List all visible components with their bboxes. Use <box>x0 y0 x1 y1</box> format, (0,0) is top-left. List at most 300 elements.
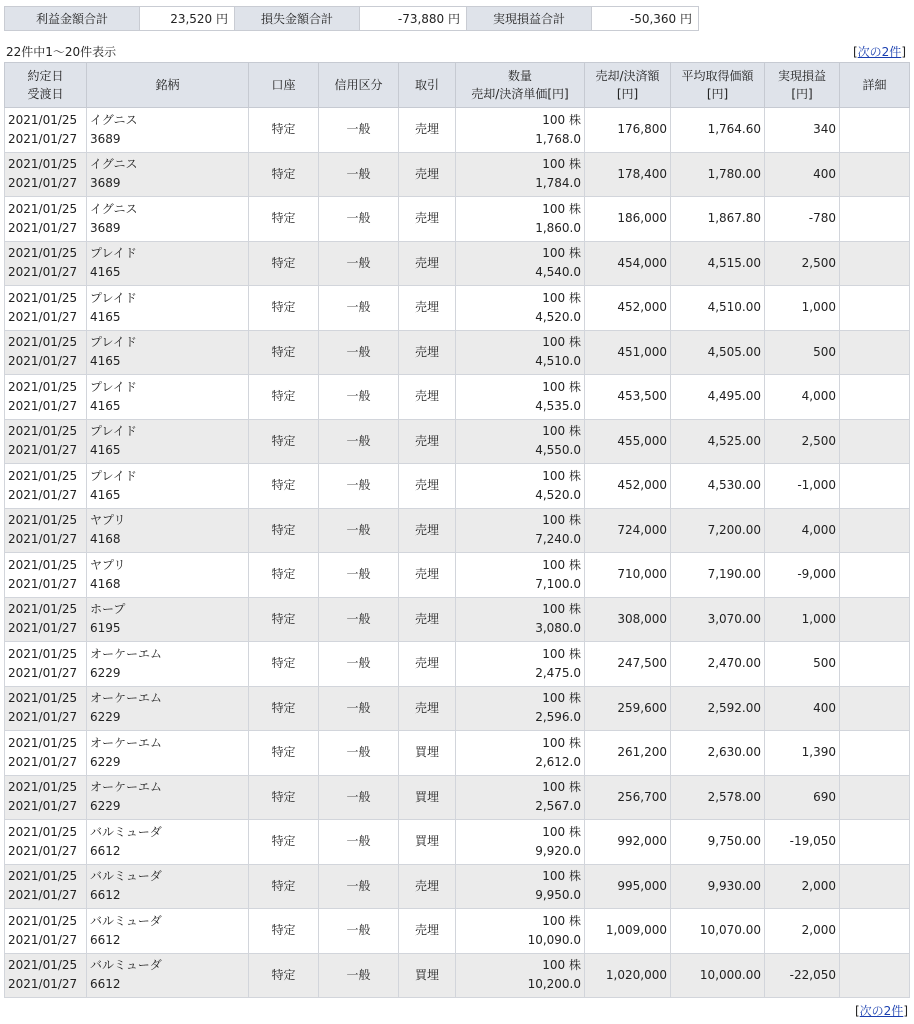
trade-date: 2021/01/25 <box>8 824 78 839</box>
issue-code: 6612 <box>90 888 121 903</box>
unit-price: 4,520.0 <box>535 487 581 502</box>
credit-type-cell: 一般 <box>319 864 399 909</box>
date-cell <box>5 108 87 153</box>
quantity: 100 株 <box>542 780 581 795</box>
account-cell: 特定 <box>249 642 319 687</box>
quantity-cell <box>456 553 585 598</box>
table-row <box>5 419 910 464</box>
date-cell <box>5 553 87 598</box>
date-cell <box>5 909 87 954</box>
issue-code: 3689 <box>90 220 121 235</box>
trade-date: 2021/01/25 <box>8 780 78 795</box>
amount-cell: 451,000 <box>585 330 671 375</box>
trade-date: 2021/01/25 <box>8 646 78 661</box>
table-row <box>5 375 910 420</box>
col-avg-cost: 平均取得価額 [円] <box>671 63 765 108</box>
date-cell <box>5 241 87 286</box>
date-cell <box>5 375 87 420</box>
quantity-cell <box>456 597 585 642</box>
loss-total-label: 損失金額合計 <box>235 7 360 31</box>
detail-cell <box>840 864 910 909</box>
quantity-cell <box>456 686 585 731</box>
date-cell <box>5 597 87 642</box>
unit-price: 4,520.0 <box>535 309 581 324</box>
settle-date: 2021/01/27 <box>8 888 78 903</box>
issue-cell <box>87 775 249 820</box>
date-cell <box>5 820 87 865</box>
avg-cost-cell: 4,495.00 <box>671 375 765 420</box>
trade-date: 2021/01/25 <box>8 112 78 127</box>
credit-type-cell: 一般 <box>319 108 399 153</box>
avg-cost-cell: 2,592.00 <box>671 686 765 731</box>
unit-price: 7,240.0 <box>535 532 581 547</box>
unit-price: 10,090.0 <box>527 932 581 947</box>
quantity: 100 株 <box>542 157 581 172</box>
realized-total-label: 実現損益合計 <box>467 7 592 31</box>
avg-cost-cell: 9,930.00 <box>671 864 765 909</box>
detail-cell <box>840 909 910 954</box>
credit-type-cell: 一般 <box>319 642 399 687</box>
amount-cell: 176,800 <box>585 108 671 153</box>
amount-cell: 995,000 <box>585 864 671 909</box>
issue-cell <box>87 909 249 954</box>
table-row <box>5 953 910 998</box>
col-date: 約定日 受渡日 <box>5 63 87 108</box>
quantity-cell <box>456 775 585 820</box>
table-row <box>5 820 910 865</box>
table-row <box>5 152 910 197</box>
quantity-cell <box>456 330 585 375</box>
date-cell <box>5 642 87 687</box>
realized-pl-cell: 1,000 <box>765 597 840 642</box>
realized-pl-cell: 4,000 <box>765 375 840 420</box>
profit-total-value: 23,520 円 <box>140 7 235 31</box>
realized-pl-cell: 340 <box>765 108 840 153</box>
amount-cell: 178,400 <box>585 152 671 197</box>
unit-price: 1,860.0 <box>535 220 581 235</box>
unit-price: 4,540.0 <box>535 265 581 280</box>
trade-cell: 買埋 <box>399 775 456 820</box>
issue-name: プレイド <box>90 468 137 483</box>
trade-cell: 買埋 <box>399 731 456 776</box>
detail-cell <box>840 953 910 998</box>
quantity-cell <box>456 508 585 553</box>
table-row <box>5 553 910 598</box>
realized-pl-cell: 400 <box>765 152 840 197</box>
issue-name: オーケーエム <box>90 691 163 706</box>
detail-cell <box>840 731 910 776</box>
next-page-link-bottom[interactable]: 次の2件 <box>859 1004 904 1018</box>
trade-date: 2021/01/25 <box>8 379 78 394</box>
next-page-link-top[interactable]: 次の2件 <box>857 45 902 59</box>
credit-type-cell: 一般 <box>319 419 399 464</box>
credit-type-cell: 一般 <box>319 152 399 197</box>
settle-date: 2021/01/27 <box>8 576 78 591</box>
issue-name: プレイド <box>90 379 137 394</box>
unit-price: 2,475.0 <box>535 665 581 680</box>
unit-price: 7,100.0 <box>535 576 581 591</box>
issue-name: バルミューダ <box>90 958 162 973</box>
issue-cell <box>87 686 249 731</box>
amount-cell: 724,000 <box>585 508 671 553</box>
trade-date: 2021/01/25 <box>8 557 78 572</box>
col-trade: 取引 <box>399 63 456 108</box>
account-cell: 特定 <box>249 330 319 375</box>
issue-name: プレイド <box>90 290 137 305</box>
avg-cost-cell: 4,505.00 <box>671 330 765 375</box>
account-cell: 特定 <box>249 152 319 197</box>
date-cell <box>5 686 87 731</box>
detail-cell <box>840 553 910 598</box>
trade-cell: 売埋 <box>399 864 456 909</box>
date-cell <box>5 508 87 553</box>
avg-cost-cell: 1,764.60 <box>671 108 765 153</box>
realized-pl-cell: 1,390 <box>765 731 840 776</box>
trade-cell: 売埋 <box>399 553 456 598</box>
trade-cell: 売埋 <box>399 197 456 242</box>
credit-type-cell: 一般 <box>319 909 399 954</box>
issue-name: ホープ <box>90 602 126 617</box>
table-body <box>5 108 910 998</box>
account-cell: 特定 <box>249 419 319 464</box>
issue-code: 3689 <box>90 176 121 191</box>
quantity-cell <box>456 642 585 687</box>
trade-date: 2021/01/25 <box>8 513 78 528</box>
credit-type-cell: 一般 <box>319 508 399 553</box>
unit-price: 4,550.0 <box>535 443 581 458</box>
realized-pl-cell: -22,050 <box>765 953 840 998</box>
issue-code: 6612 <box>90 843 121 858</box>
date-cell <box>5 864 87 909</box>
issue-name: バルミューダ <box>90 824 162 839</box>
avg-cost-cell: 2,578.00 <box>671 775 765 820</box>
detail-cell <box>840 197 910 242</box>
avg-cost-cell: 1,780.00 <box>671 152 765 197</box>
issue-cell <box>87 197 249 242</box>
issue-cell <box>87 464 249 509</box>
quantity-cell <box>456 909 585 954</box>
avg-cost-cell: 10,000.00 <box>671 953 765 998</box>
quantity: 100 株 <box>542 824 581 839</box>
table-row <box>5 464 910 509</box>
issue-cell <box>87 375 249 420</box>
realized-pl-cell: 2,500 <box>765 241 840 286</box>
issue-code: 4165 <box>90 443 121 458</box>
detail-cell <box>840 597 910 642</box>
settle-date: 2021/01/27 <box>8 265 78 280</box>
trade-cell: 買埋 <box>399 953 456 998</box>
account-cell: 特定 <box>249 820 319 865</box>
trade-date: 2021/01/25 <box>8 335 78 350</box>
quantity: 100 株 <box>542 513 581 528</box>
issue-name: イグニス <box>90 201 138 216</box>
date-cell <box>5 419 87 464</box>
realized-pl-cell: -1,000 <box>765 464 840 509</box>
avg-cost-cell: 7,190.00 <box>671 553 765 598</box>
amount-cell: 261,200 <box>585 731 671 776</box>
trade-date: 2021/01/25 <box>8 735 78 750</box>
quantity: 100 株 <box>542 958 581 973</box>
date-cell <box>5 330 87 375</box>
trade-cell: 売埋 <box>399 909 456 954</box>
trade-cell: 売埋 <box>399 508 456 553</box>
quantity: 100 株 <box>542 112 581 127</box>
profit-total-label: 利益金額合計 <box>5 7 140 31</box>
quantity: 100 株 <box>542 468 581 483</box>
quantity: 100 株 <box>542 557 581 572</box>
date-cell <box>5 731 87 776</box>
settle-date: 2021/01/27 <box>8 710 78 725</box>
unit-price: 4,510.0 <box>535 354 581 369</box>
detail-cell <box>840 330 910 375</box>
realized-pl-cell: 500 <box>765 642 840 687</box>
account-cell: 特定 <box>249 686 319 731</box>
date-cell <box>5 953 87 998</box>
realized-pl-cell: 500 <box>765 330 840 375</box>
settle-date: 2021/01/27 <box>8 843 78 858</box>
avg-cost-cell: 4,510.00 <box>671 286 765 331</box>
credit-type-cell: 一般 <box>319 241 399 286</box>
avg-cost-cell: 1,867.80 <box>671 197 765 242</box>
amount-cell: 992,000 <box>585 820 671 865</box>
account-cell: 特定 <box>249 241 319 286</box>
unit-price: 2,596.0 <box>535 710 581 725</box>
issue-cell <box>87 286 249 331</box>
issue-code: 4165 <box>90 354 121 369</box>
realized-pl-cell: 4,000 <box>765 508 840 553</box>
unit-price: 1,784.0 <box>535 176 581 191</box>
table-row <box>5 197 910 242</box>
issue-cell <box>87 330 249 375</box>
date-cell <box>5 152 87 197</box>
quantity: 100 株 <box>542 290 581 305</box>
quantity: 100 株 <box>542 869 581 884</box>
unit-price: 10,200.0 <box>527 977 581 992</box>
issue-name: ヤプリ <box>90 557 126 572</box>
trade-date: 2021/01/25 <box>8 913 78 928</box>
settle-date: 2021/01/27 <box>8 532 78 547</box>
account-cell: 特定 <box>249 775 319 820</box>
issue-cell <box>87 597 249 642</box>
col-account: 口座 <box>249 63 319 108</box>
issue-cell <box>87 241 249 286</box>
date-cell <box>5 775 87 820</box>
avg-cost-cell: 2,630.00 <box>671 731 765 776</box>
credit-type-cell: 一般 <box>319 953 399 998</box>
detail-cell <box>840 642 910 687</box>
settle-date: 2021/01/27 <box>8 799 78 814</box>
table-row <box>5 909 910 954</box>
quantity-cell <box>456 375 585 420</box>
settle-date: 2021/01/27 <box>8 354 78 369</box>
table-row <box>5 108 910 153</box>
account-cell: 特定 <box>249 953 319 998</box>
issue-code: 4168 <box>90 532 121 547</box>
next-page-nav-bottom: [次の2件] <box>854 1004 908 1018</box>
issue-name: プレイド <box>90 335 137 350</box>
trade-cell: 売埋 <box>399 241 456 286</box>
col-quantity: 数量 売却/決済単価[円] <box>456 63 585 108</box>
detail-cell <box>840 820 910 865</box>
trade-date: 2021/01/25 <box>8 157 78 172</box>
pagination-bar <box>4 42 908 58</box>
settle-date: 2021/01/27 <box>8 621 78 636</box>
amount-cell: 455,000 <box>585 419 671 464</box>
trade-cell: 売埋 <box>399 375 456 420</box>
credit-type-cell: 一般 <box>319 330 399 375</box>
issue-cell <box>87 419 249 464</box>
realized-pl-cell: 2,000 <box>765 909 840 954</box>
issue-code: 6195 <box>90 621 121 636</box>
account-cell: 特定 <box>249 597 319 642</box>
date-cell <box>5 286 87 331</box>
detail-cell <box>840 508 910 553</box>
quantity: 100 株 <box>542 246 581 261</box>
table-row <box>5 241 910 286</box>
trade-cell: 売埋 <box>399 286 456 331</box>
quantity: 100 株 <box>542 646 581 661</box>
settle-date: 2021/01/27 <box>8 487 78 502</box>
amount-cell: 1,020,000 <box>585 953 671 998</box>
settle-date: 2021/01/27 <box>8 309 78 324</box>
avg-cost-cell: 4,515.00 <box>671 241 765 286</box>
account-cell: 特定 <box>249 375 319 420</box>
account-cell: 特定 <box>249 286 319 331</box>
quantity-cell <box>456 108 585 153</box>
account-cell: 特定 <box>249 909 319 954</box>
trade-date: 2021/01/25 <box>8 602 78 617</box>
account-cell: 特定 <box>249 108 319 153</box>
trade-cell: 買埋 <box>399 820 456 865</box>
detail-cell <box>840 286 910 331</box>
realized-pl-cell: 1,000 <box>765 286 840 331</box>
detail-cell <box>840 152 910 197</box>
quantity-cell <box>456 419 585 464</box>
trade-cell: 売埋 <box>399 597 456 642</box>
amount-cell: 259,600 <box>585 686 671 731</box>
amount-cell: 247,500 <box>585 642 671 687</box>
table-row <box>5 597 910 642</box>
settle-date: 2021/01/27 <box>8 398 78 413</box>
credit-type-cell: 一般 <box>319 553 399 598</box>
avg-cost-cell: 2,470.00 <box>671 642 765 687</box>
quantity-cell <box>456 731 585 776</box>
trade-date: 2021/01/25 <box>8 869 78 884</box>
amount-cell: 453,500 <box>585 375 671 420</box>
credit-type-cell: 一般 <box>319 820 399 865</box>
credit-type-cell: 一般 <box>319 286 399 331</box>
date-cell <box>5 197 87 242</box>
issue-name: オーケーエム <box>90 780 163 795</box>
unit-price: 2,567.0 <box>535 799 581 814</box>
unit-price: 4,535.0 <box>535 398 581 413</box>
quantity-cell <box>456 464 585 509</box>
issue-code: 4168 <box>90 576 121 591</box>
col-issue: 銘柄 <box>87 63 249 108</box>
col-credit-type: 信用区分 <box>319 63 399 108</box>
trade-cell: 売埋 <box>399 108 456 153</box>
avg-cost-cell: 4,525.00 <box>671 419 765 464</box>
quantity: 100 株 <box>542 201 581 216</box>
trade-cell: 売埋 <box>399 686 456 731</box>
issue-name: ヤプリ <box>90 513 126 528</box>
avg-cost-cell: 9,750.00 <box>671 820 765 865</box>
table-row <box>5 775 910 820</box>
realized-pl-cell: -9,000 <box>765 553 840 598</box>
credit-type-cell: 一般 <box>319 597 399 642</box>
issue-name: オーケーエム <box>90 735 163 750</box>
unit-price: 2,612.0 <box>535 754 581 769</box>
settle-date: 2021/01/27 <box>8 131 78 146</box>
issue-code: 6229 <box>90 799 121 814</box>
table-row <box>5 642 910 687</box>
credit-type-cell: 一般 <box>319 197 399 242</box>
col-realized-pl: 実現損益 [円] <box>765 63 840 108</box>
issue-name: プレイド <box>90 246 137 261</box>
issue-cell <box>87 731 249 776</box>
settle-date: 2021/01/27 <box>8 754 78 769</box>
trade-date: 2021/01/25 <box>8 290 78 305</box>
amount-cell: 454,000 <box>585 241 671 286</box>
trade-cell: 売埋 <box>399 642 456 687</box>
summary-bar <box>4 6 699 31</box>
trade-date: 2021/01/25 <box>8 958 78 973</box>
settle-date: 2021/01/27 <box>8 977 78 992</box>
account-cell: 特定 <box>249 508 319 553</box>
quantity: 100 株 <box>542 735 581 750</box>
quantity-cell <box>456 152 585 197</box>
issue-name: オーケーエム <box>90 646 163 661</box>
quantity-cell <box>456 286 585 331</box>
credit-type-cell: 一般 <box>319 775 399 820</box>
settle-date: 2021/01/27 <box>8 932 78 947</box>
issue-cell <box>87 553 249 598</box>
issue-cell <box>87 108 249 153</box>
realized-pl-cell: 2,500 <box>765 419 840 464</box>
issue-code: 3689 <box>90 131 121 146</box>
account-cell: 特定 <box>249 864 319 909</box>
quantity: 100 株 <box>542 602 581 617</box>
detail-cell <box>840 419 910 464</box>
amount-cell: 710,000 <box>585 553 671 598</box>
settle-date: 2021/01/27 <box>8 176 78 191</box>
amount-cell: 308,000 <box>585 597 671 642</box>
amount-cell: 1,009,000 <box>585 909 671 954</box>
trade-date: 2021/01/25 <box>8 691 78 706</box>
realized-pl-cell: -19,050 <box>765 820 840 865</box>
detail-cell <box>840 241 910 286</box>
issue-cell <box>87 864 249 909</box>
loss-total-value: -73,880 円 <box>360 7 467 31</box>
col-amount: 売却/決済額 [円] <box>585 63 671 108</box>
account-cell: 特定 <box>249 197 319 242</box>
realized-pl-cell: 690 <box>765 775 840 820</box>
quantity-cell <box>456 864 585 909</box>
table-row <box>5 286 910 331</box>
avg-cost-cell: 4,530.00 <box>671 464 765 509</box>
result-count: 22件中1～20件表示 <box>6 45 117 59</box>
issue-name: バルミューダ <box>90 913 162 928</box>
credit-type-cell: 一般 <box>319 731 399 776</box>
detail-cell <box>840 464 910 509</box>
unit-price: 1,768.0 <box>535 131 581 146</box>
unit-price: 3,080.0 <box>535 621 581 636</box>
issue-cell <box>87 820 249 865</box>
trade-date: 2021/01/25 <box>8 424 78 439</box>
quantity: 100 株 <box>542 691 581 706</box>
issue-code: 6229 <box>90 665 121 680</box>
quantity: 100 株 <box>542 335 581 350</box>
